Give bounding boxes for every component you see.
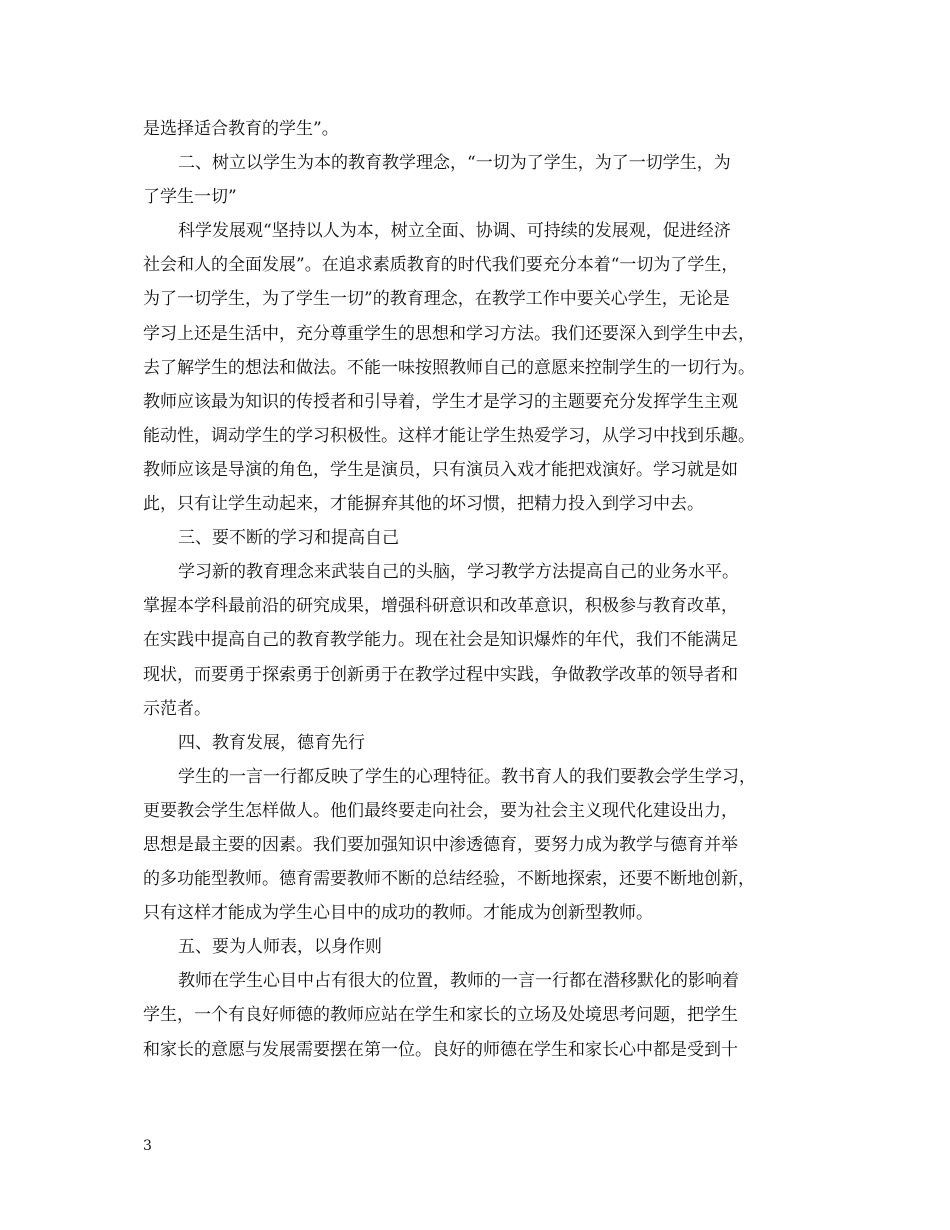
text-line: 学生，一个有良好师德的教师应站在学生和家长的立场及处境思考问题，把学生 bbox=[143, 1005, 738, 1026]
text-line: 为了一切学生，为了学生一切”的教育理念，在教学工作中要关心学生，无论是 bbox=[143, 289, 730, 310]
text-line: 学生的一言一行都反映了学生的心理特征。教书育人的我们要教会学生学习， bbox=[178, 766, 756, 787]
text-line: 教师应该最为知识的传授者和引导着，学生才是学习的主题要充分发挥学生主观 bbox=[143, 391, 738, 412]
text-line: 社会和人的全面发展”。在追求素质教育的时代我们要充分本着“一切为了学生， bbox=[143, 255, 739, 276]
text-line: 现状，而要勇于探索勇于创新勇于在教学过程中实践，争做教学改革的领导者和 bbox=[143, 664, 738, 685]
body-text bbox=[143, 112, 823, 1067]
text-line: 教师在学生心目中占有很大的位置，教师的一言一行都在潜移默化的影响着 bbox=[178, 971, 739, 992]
text-line: 去了解学生的想法和做法。不能一味按照教师自己的意愿来控制学生的一切行为。 bbox=[143, 357, 755, 378]
section-heading: 四、教育发展，德育先行 bbox=[178, 732, 365, 753]
text-line: 此，只有让学生动起来，才能摒弃其他的坏习惯，把精力投入到学习中去。 bbox=[143, 494, 704, 515]
text-line: 能动性，调动学生的学习积极性。这样才能让学生热爱学习，从学习中找到乐趣。 bbox=[143, 425, 755, 446]
text-line: 学习上还是生活中，充分尊重学生的思想和学习方法。我们还要深入到学生中去， bbox=[143, 323, 755, 344]
text-line: 的多功能型教师。德育需要教师不断的总结经验，不断地探索，还要不断地创新， bbox=[143, 869, 755, 890]
text-line: 科学发展观“坚持以人为本，树立全面、协调、可持续的发展观，促进经济 bbox=[178, 221, 731, 242]
section-heading-continued: 了学生一切” bbox=[143, 187, 237, 208]
text-line: 示范者。 bbox=[143, 698, 211, 719]
text-line: 是选择适合教育的学生”。 bbox=[143, 119, 339, 139]
section-heading: 二、树立以学生为本的教育教学理念，“一切为了学生，为了一切学生，为 bbox=[178, 153, 731, 174]
text-line: 教师应该是导演的角色，学生是演员，只有演员入戏才能把戏演好。学习就是如 bbox=[143, 459, 738, 480]
text-line: 掌握本学科最前沿的研究成果，增强科研意识和改革意识，积极参与教育改革， bbox=[143, 596, 738, 617]
page-number: 3 bbox=[143, 1138, 152, 1154]
text-line: 只有这样才能成为学生心目中的成功的教师。才能成为创新型教师。 bbox=[143, 903, 653, 924]
text-line: 和家长的意愿与发展需要摆在第一位。良好的师德在学生和家长心中都是受到十 bbox=[143, 1039, 738, 1060]
text-line: 学习新的教育理念来武装自己的头脑，学习教学方法提高自己的业务水平。 bbox=[178, 562, 739, 583]
section-heading: 三、要不断的学习和提高自己 bbox=[178, 528, 399, 549]
text-line: 更要教会学生怎样做人。他们最终要走向社会，要为社会主义现代化建设出力， bbox=[143, 800, 738, 821]
text-line: 在实践中提高自己的教育教学能力。现在社会是知识爆炸的年代，我们不能满足 bbox=[143, 630, 738, 651]
text-line: 思想是最主要的因素。我们要加强知识中渗透德育，要努力成为教学与德育并举 bbox=[143, 834, 738, 855]
section-heading: 五、要为人师表，以身作则 bbox=[178, 937, 382, 958]
